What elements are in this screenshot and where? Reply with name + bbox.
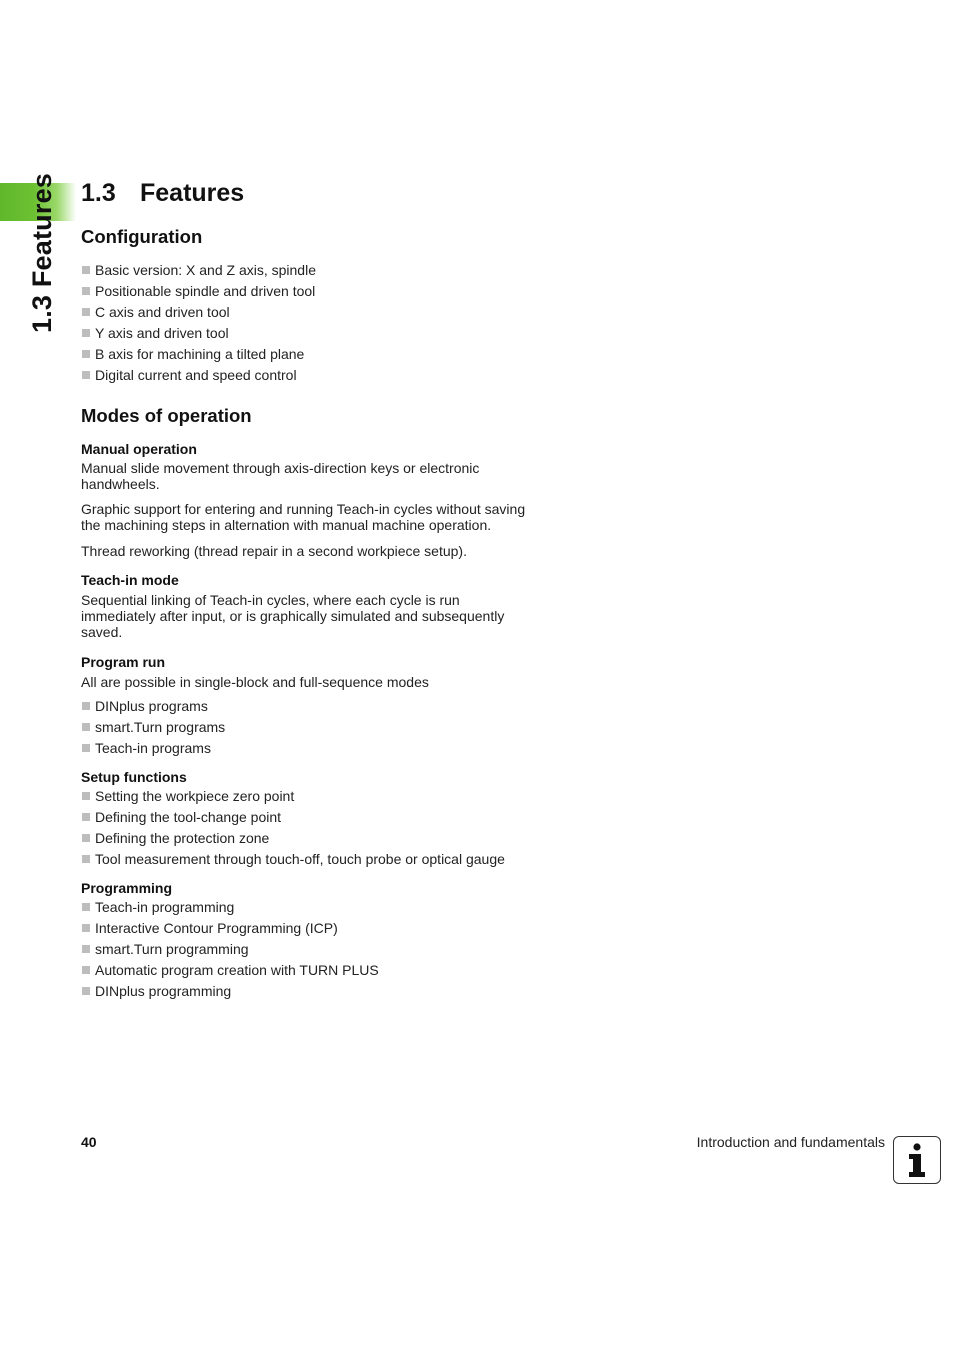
bullet-icon — [82, 350, 90, 358]
section-title-text: Features — [140, 179, 245, 207]
bullet-icon — [82, 371, 90, 379]
page-content — [81, 173, 531, 1002]
chapter-side-label — [26, 173, 58, 333]
bullet-icon — [82, 792, 90, 800]
teach-in-mode-title: Teach-in mode — [81, 572, 179, 588]
modes-heading: Modes of operation — [81, 405, 252, 426]
programming-list — [81, 897, 531, 1002]
list-item: Automatic program creation with TURN PLUS — [81, 960, 531, 981]
program-run-list — [81, 696, 531, 759]
bullet-icon — [82, 987, 90, 995]
list-item: smart.Turn programming — [81, 939, 531, 960]
bullet-icon — [82, 966, 90, 974]
program-run-intro: All are possible in single-block and full-sequence modes — [81, 674, 429, 690]
bullet-icon — [82, 744, 90, 752]
programming-title: Programming — [81, 880, 173, 896]
page-number: 40 — [81, 1134, 97, 1150]
list-item: Setting the workpiece zero point — [81, 786, 531, 807]
bullet-icon — [82, 723, 90, 731]
bullet-icon — [82, 287, 90, 295]
section-number: 1.3 — [81, 179, 116, 207]
info-icon-glyph — [894, 1137, 939, 1182]
bullet-icon — [82, 813, 90, 821]
configuration-list — [81, 260, 531, 386]
program-run-title: Program run — [81, 654, 166, 670]
manual-operation-text-2: Graphic support for entering and running Teach-in cycles without saving the machining steps in alternation with manual machine operation. — [81, 501, 526, 533]
bullet-icon — [82, 308, 90, 316]
list-item: B axis for machining a tilted plane — [81, 344, 531, 365]
bullet-icon — [82, 834, 90, 842]
list-item: Basic version: X and Z axis, spindle — [81, 260, 531, 281]
bullet-icon — [82, 702, 90, 710]
chapter-side-label-text: 1.3 Features — [26, 173, 57, 333]
list-item: Defining the tool-change point — [81, 807, 531, 828]
list-item: Teach-in programming — [81, 897, 531, 918]
bullet-icon — [82, 924, 90, 932]
teach-in-mode-text: Sequential linking of Teach-in cycles, where each cycle is run immediately after input, or is graphically simulated and subsequently saved. — [81, 592, 505, 640]
setup-functions-list — [81, 786, 531, 870]
list-item: Digital current and speed control — [81, 365, 531, 386]
section-title — [81, 173, 531, 213]
list-item: smart.Turn programs — [81, 717, 531, 738]
manual-operation-title: Manual operation — [81, 441, 197, 457]
bullet-icon — [82, 903, 90, 911]
list-item: DINplus programs — [81, 696, 531, 717]
bullet-icon — [82, 945, 90, 953]
configuration-heading: Configuration — [81, 226, 203, 247]
manual-operation-text-3: Thread reworking (thread repair in a second workpiece setup). — [81, 543, 467, 559]
list-item: C axis and driven tool — [81, 302, 531, 323]
list-item: Positionable spindle and driven tool — [81, 281, 531, 302]
bullet-icon — [82, 855, 90, 863]
list-item: Teach-in programs — [81, 738, 531, 759]
list-item: Interactive Contour Programming (ICP) — [81, 918, 531, 939]
list-item: Y axis and driven tool — [81, 323, 531, 344]
bullet-icon — [82, 329, 90, 337]
setup-functions-title: Setup functions — [81, 769, 187, 785]
list-item: DINplus programming — [81, 981, 531, 1002]
chapter-footer-title: Introduction and fundamentals — [696, 1134, 885, 1150]
list-item: Defining the protection zone — [81, 828, 531, 849]
bullet-icon — [82, 266, 90, 274]
list-item: Tool measurement through touch-off, touch probe or optical gauge — [81, 849, 531, 870]
info-icon — [893, 1136, 941, 1184]
manual-operation-text-1: Manual slide movement through axis-direction keys or electronic handwheels. — [81, 460, 480, 492]
